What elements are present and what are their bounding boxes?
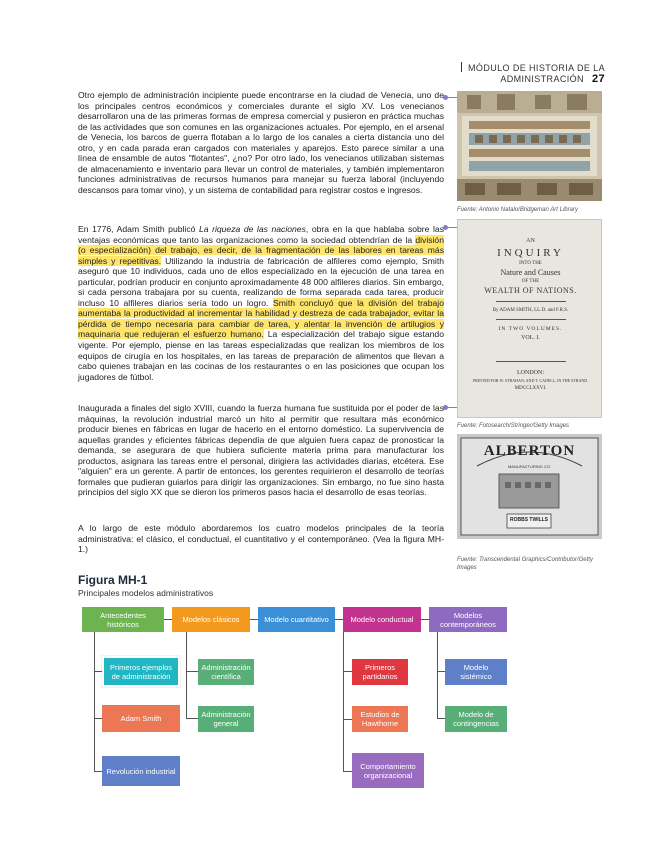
- caption-image-3: Fuente: Transcendental Graphics/Contributor/Getty Images: [457, 557, 593, 571]
- connector-contemporaneos-vertical: [437, 632, 438, 719]
- node-modelo-contingencias: Modelo de contingencias: [445, 706, 507, 732]
- node-modelo-sistemico: Modelo sistémico: [445, 659, 507, 685]
- node-comportamiento-organizacional: Comportamiento organizacional: [352, 753, 424, 788]
- alberton-label-image: [457, 434, 602, 539]
- node-antecedentes-historicos: Antecedentes históricos: [82, 607, 164, 632]
- book-line-london: LONDON:: [517, 370, 544, 376]
- paragraph-venecia: Otro ejemplo de administración incipiente puede encontrarse en la ciudad de Venecia, uno de los principales centros económicos y comerciales durante el siglo XV. Los venecianos desarrollaron una de las primeras formas de empresa comercial y pusieron en práctica muchas de las actividades que son comunes en las organizaciones actuales. Por ejemplo, en el arsenal de Venecia, los barcos de guerra flotaban a lo largo de los canales a cierta distancia uno del otro, y en cada parada eran cargados con materiales y aparejos. Esto parece similar a una línea de ensamble de autos "flotantes", ¿no? Por otro lado, los venecianos utilizaban sistemas de almacenamiento e inventario para llevar un control de materiales, y también implementaron funciones administrativas de recursos humanos para manejar su fuerza laboral (incluyendo descansos para tomar vino), y un sistema de contabilidad para registrar costos e ingresos.: [78, 90, 444, 195]
- node-modelo-conductual: Modelo conductual: [343, 607, 421, 632]
- book-line-by: By ADAM SMITH, LL.D. and F.R.S.: [492, 308, 569, 313]
- node-primeros-ejemplos: Primeros ejemplos de administración: [102, 656, 180, 687]
- connector-clasicos-vertical: [186, 632, 187, 719]
- connector-contemporaneos-1: [437, 671, 445, 672]
- book-line-of: OF THE: [521, 279, 540, 284]
- highlight-smith-conclusion: Smith concluyó que la división del trabajo aumentaba la productividad al incrementar la habilidad y destreza de cada trabajador, evitar la pérdida de tiempo necesaria para cambiar de tarea, y alentar la invención de artilugios y maquinaria que redujeran el esfuerzo humano.: [78, 297, 444, 340]
- connector-conductual-2: [343, 719, 352, 720]
- connector-top-1: [164, 619, 172, 620]
- node-revolucion-industrial: Revolución industrial: [102, 756, 180, 786]
- running-header: [387, 62, 605, 85]
- wealth-of-nations-image: [457, 219, 602, 418]
- figure-title: Figura MH-1: [78, 573, 148, 587]
- connector-antecedentes-3: [94, 771, 102, 772]
- book-rule-3: [496, 361, 566, 362]
- book-line-nature: Nature and Causes: [500, 268, 561, 277]
- node-adam-smith: Adam Smith: [102, 705, 180, 732]
- venice-arsenal-illustration: [457, 91, 602, 201]
- venice-arsenal-image: [457, 91, 602, 201]
- p2-text-a: En 1776, Adam Smith publicó: [78, 224, 199, 234]
- connector-conductual-vertical: [343, 632, 344, 772]
- connector-antecedentes-2: [94, 718, 102, 719]
- node-modelos-clasicos: Modelos clásicos: [172, 607, 250, 632]
- connector-top-3: [335, 619, 343, 620]
- book-line-into: INTO THE: [519, 261, 542, 266]
- connector-conductual-1: [343, 671, 352, 672]
- node-estudios-hawthorne: Estudios de Hawthorne: [352, 706, 408, 732]
- book-line-inquiry: INQUIRY: [497, 247, 564, 259]
- node-administracion-general: Administración general: [198, 706, 254, 732]
- alberton-brand: ALBERTON: [483, 443, 576, 459]
- connector-clasicos-1: [186, 671, 198, 672]
- page-number: 27: [591, 73, 605, 85]
- p2-text-b: , obra en la que hablaba sobre las ventajas económicas que tanto las organizaciones como la sociedad obtendrían de la: [78, 224, 444, 245]
- caption-image-2: Fuente: Fotosearch/Stringer/Getty Images: [457, 423, 570, 429]
- connector-contemporaneos-2: [437, 718, 445, 719]
- book-rule-2: [496, 319, 566, 320]
- alberton-banner: MANUFACTURING CO.: [507, 464, 552, 469]
- alberton-sub: ROBBS TWILLS: [509, 517, 549, 523]
- book-line-year: MDCCLXXVI.: [514, 386, 547, 391]
- book-line-vol: VOL. I.: [521, 335, 540, 341]
- connector-antecedentes-1: [94, 671, 102, 672]
- book-line-vols: IN TWO VOLUMES.: [498, 326, 563, 332]
- book-title: La riqueza de las naciones: [198, 224, 306, 234]
- connector-top-2: [250, 619, 258, 620]
- node-administracion-cientifica: Administración científica: [198, 659, 254, 685]
- p2-text-d: La especialización del trabajo sigue estando vigente. Por ejemplo, piense en las tareas especializadas que realizan los miembros de los equipos de cirugía en los hospitales, en las tareas de preparación de alimentos que llevan a cabo quienes trabajan en las cocinas de los restaurantes o en las posiciones que ocupan los jugadores de fútbol.: [78, 329, 444, 382]
- p2-text-c: Utilizando la industria de fabricación de alfileres como ejemplo, Smith aseguró que 10 individuos, cada uno de ellos especializado en la ejecución de una tarea en particular, podrían producir en conjunto aproximadamente 48 000 alfileres diarios. Sin embargo, si cada persona trabajara por su cuenta, realizando de forma separada cada tarea, producir incluso 10 alfileres diarios sería todo un logro.: [78, 255, 444, 308]
- connector-conductual-3: [343, 771, 352, 772]
- caption-image-1: Fuente: Antonio Natalo/Bridgeman Art Library: [457, 207, 578, 213]
- node-modelo-cuantitativo: Modelo cuantitativo: [258, 607, 335, 632]
- paragraph-adam-smith: [78, 224, 444, 382]
- figure-subtitle: Principales modelos administrativos: [78, 588, 214, 598]
- connector-top-4: [421, 619, 429, 620]
- node-primeros-partidarios: Primeros partidarios: [352, 659, 408, 685]
- book-line-printed: PRINTED FOR W. STRAHAN; AND T. CADELL, IN THE STRAND.: [472, 378, 589, 383]
- book-title-page: [458, 238, 602, 391]
- connector-clasicos-2: [186, 718, 198, 719]
- book-line-wealth: WEALTH OF NATIONS.: [484, 286, 577, 295]
- paragraph-modelos: A lo largo de este módulo abordaremos los cuatro modelos principales de la teoría administrativa: el clásico, el conductual, el cuantitativo y el contemporáneo. (Vea la figura MH-1.): [78, 523, 444, 555]
- book-line-an: AN: [526, 238, 535, 244]
- connector-antecedentes-vertical: [94, 632, 95, 772]
- paragraph-revolucion-industrial: Inaugurada a finales del siglo XVIII, cuando la fuerza humana fue sustituida por el poder de las máquinas, la revolución industrial marcó un hito al permitir que resultara más económico producir bienes en fábricas en lugar de hacerlo en el entorno doméstico. La supervivencia de aquellas grandes y eficientes fábricas dependía de que alguien fuera capaz de pronosticar la demanda, se asegurara de que hubiera suficiente materia prima para manufacturar los productos, asignara las tareas entre el personal, dirigiera las actividades diarias, etcétera. Ese "alguien" era un gerente. A partir de entonces, los gerentes requirieron el desarrollo de teorías formales que pudieran guiarlos para dirigir las organizaciones. Sin embargo, no fue sino hasta principios del siglo XX que se dieron los primeros pasos hacia el desarrollo de esas teorías.: [78, 403, 444, 498]
- book-rule: [496, 301, 566, 302]
- header-divider: [461, 62, 462, 72]
- node-modelos-contemporaneos: Modelos contemporáneos: [429, 607, 507, 632]
- module-title: MÓDULO DE HISTORIA DE LA ADMINISTRACIÓN: [468, 63, 605, 84]
- highlight-division-trabajo: división (o especialización) del trabajo, es decir, de la fragmentación de las labores en tareas más simples y repetitivas.: [78, 234, 444, 266]
